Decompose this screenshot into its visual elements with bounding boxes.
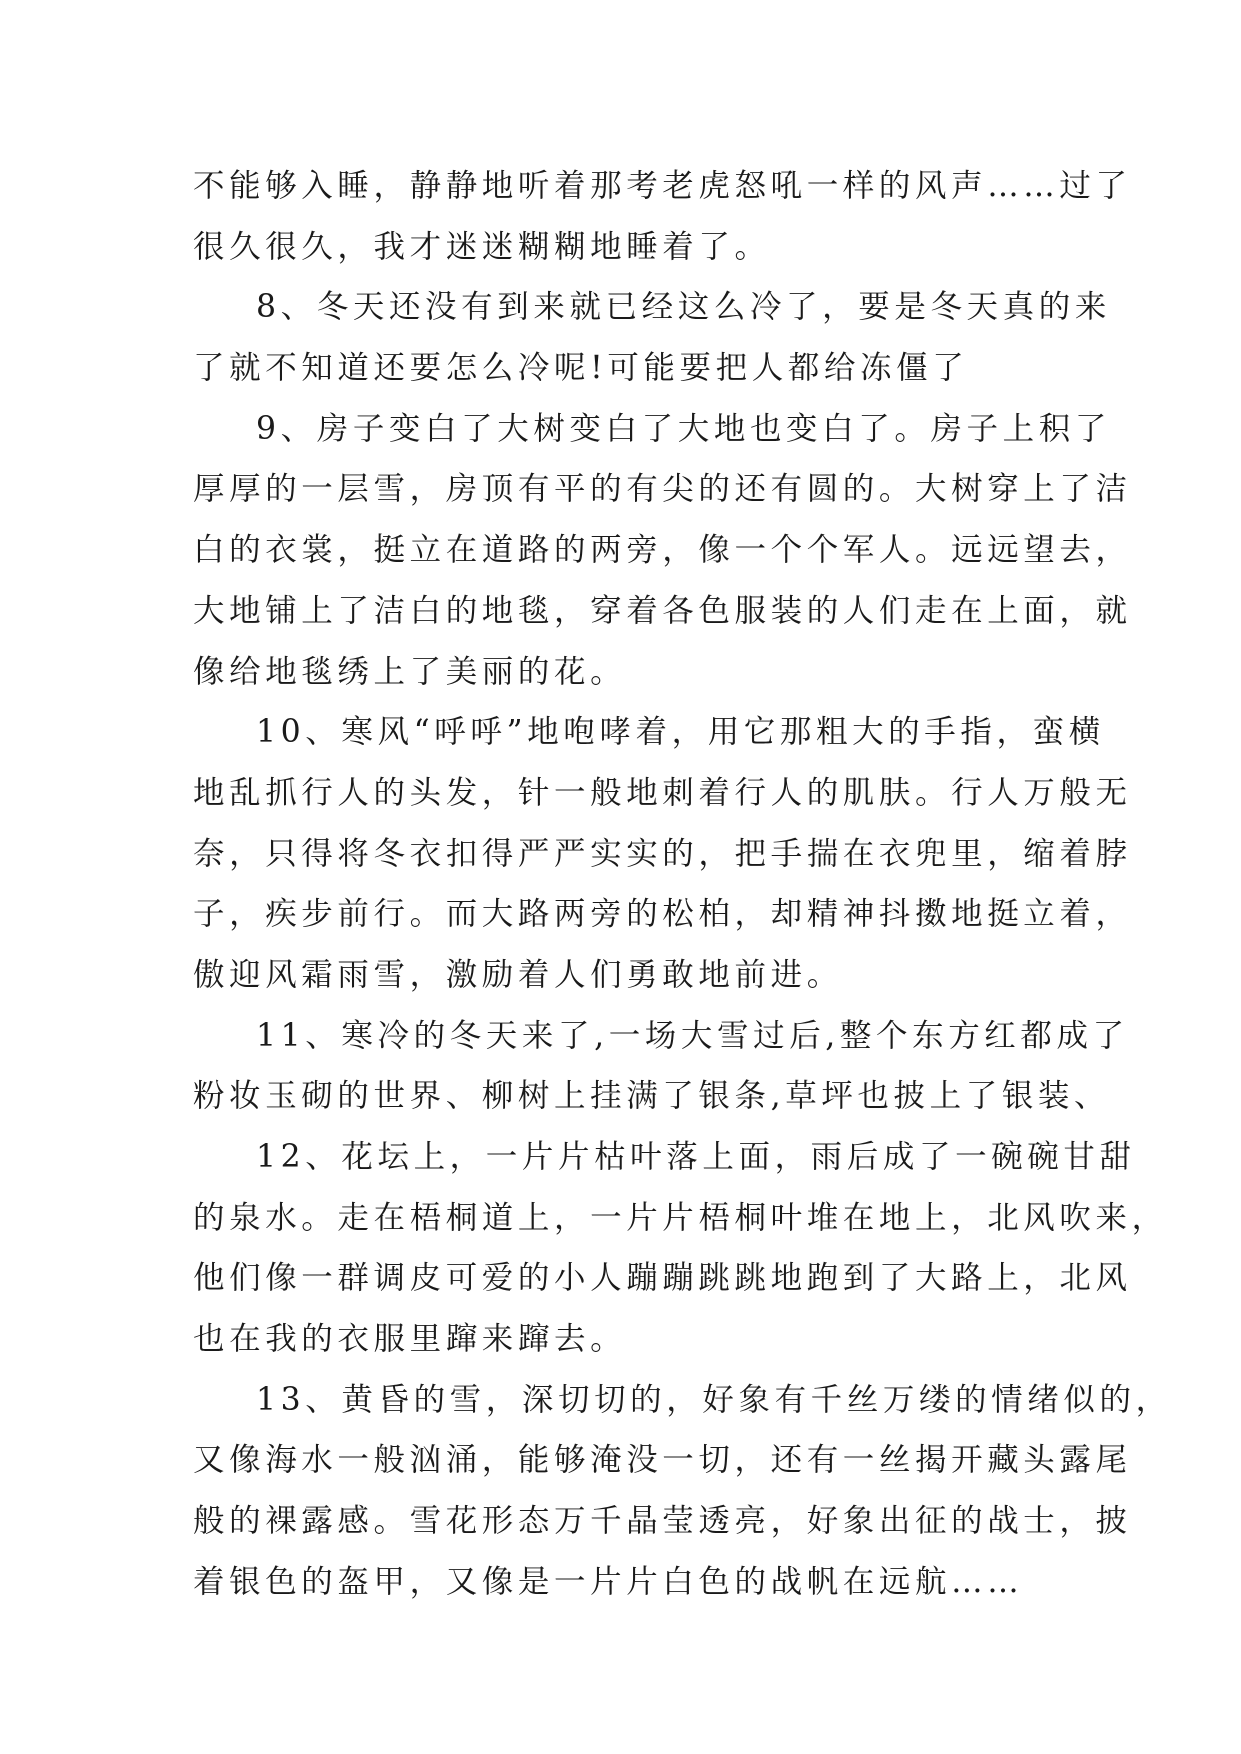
paragraph-start-line: 11、寒冷的冬天来了,一场大雪过后,整个东方红都成了 bbox=[256, 1017, 1129, 1054]
text-line: 又像海水一般汹涌，能够淹没一切，还有一丝揭开藏头露尾 bbox=[193, 1442, 1132, 1479]
paragraph-start-line: 13、黄昏的雪，深切切的，好象有千丝万缕的情绪似的， bbox=[256, 1381, 1172, 1418]
text-line: 厚厚的一层雪，房顶有平的有尖的还有圆的。大树穿上了洁 bbox=[193, 471, 1132, 508]
text-line: 白的衣裳，挺立在道路的两旁，像一个个军人。远远望去， bbox=[193, 532, 1132, 569]
paragraph-start-line: 8、冬天还没有到来就已经这么冷了，要是冬天真的来 bbox=[256, 289, 1111, 326]
text-line: 也在我的衣服里蹿来蹿去。 bbox=[193, 1321, 627, 1358]
paragraph-start-line: 10、寒风“呼呼”地咆哮着，用它那粗大的手指，蛮横 bbox=[256, 714, 1105, 751]
text-line: 他们像一群调皮可爱的小人蹦蹦跳跳地跑到了大路上，北风 bbox=[193, 1260, 1132, 1297]
text-line: 大地铺上了洁白的地毯，穿着各色服装的人们走在上面，就 bbox=[193, 592, 1132, 629]
text-line: 了就不知道还要怎么冷呢!可能要把人都给冻僵了 bbox=[193, 350, 969, 387]
paragraph-start-line: 12、花坛上，一片片枯叶落上面，雨后成了一碗碗甘甜 bbox=[256, 1139, 1136, 1175]
text-line: 很久很久，我才迷迷糊糊地睡着了。 bbox=[193, 228, 771, 265]
text-line: 的泉水。走在梧桐道上，一片片梧桐叶堆在地上，北风吹来， bbox=[193, 1199, 1168, 1236]
text-line: 奈，只得将冬衣扣得严严实实的，把手揣在衣兜里，缩着脖 bbox=[193, 835, 1132, 872]
paragraph-start-line: 9、房子变白了大树变白了大地也变白了。房子上积了 bbox=[256, 410, 1111, 447]
text-line: 粉妆玉砌的世界、柳树上挂满了银条,草坪也披上了银装、 bbox=[193, 1078, 1111, 1115]
text-line: 地乱抓行人的头发，针一般地刺着行人的肌肤。行人万般无 bbox=[193, 774, 1132, 811]
text-line: 不能够入睡，静静地听着那考老虎怒吼一样的风声……过了 bbox=[193, 168, 1132, 204]
body-text bbox=[193, 156, 1172, 1613]
text-line: 般的裸露感。雪花形态万千晶莹透亮，好象出征的战士，披 bbox=[193, 1503, 1132, 1540]
text-line: 傲迎风霜雨雪，激励着人们勇敢地前进。 bbox=[193, 956, 843, 993]
text-line: 像给地毯绣上了美丽的花。 bbox=[193, 653, 627, 690]
text-line: 着银色的盔甲，又像是一片片白色的战帆在远航…… bbox=[193, 1563, 1024, 1600]
text-line: 子，疾步前行。而大路两旁的松柏，却精神抖擞地挺立着， bbox=[193, 896, 1132, 933]
